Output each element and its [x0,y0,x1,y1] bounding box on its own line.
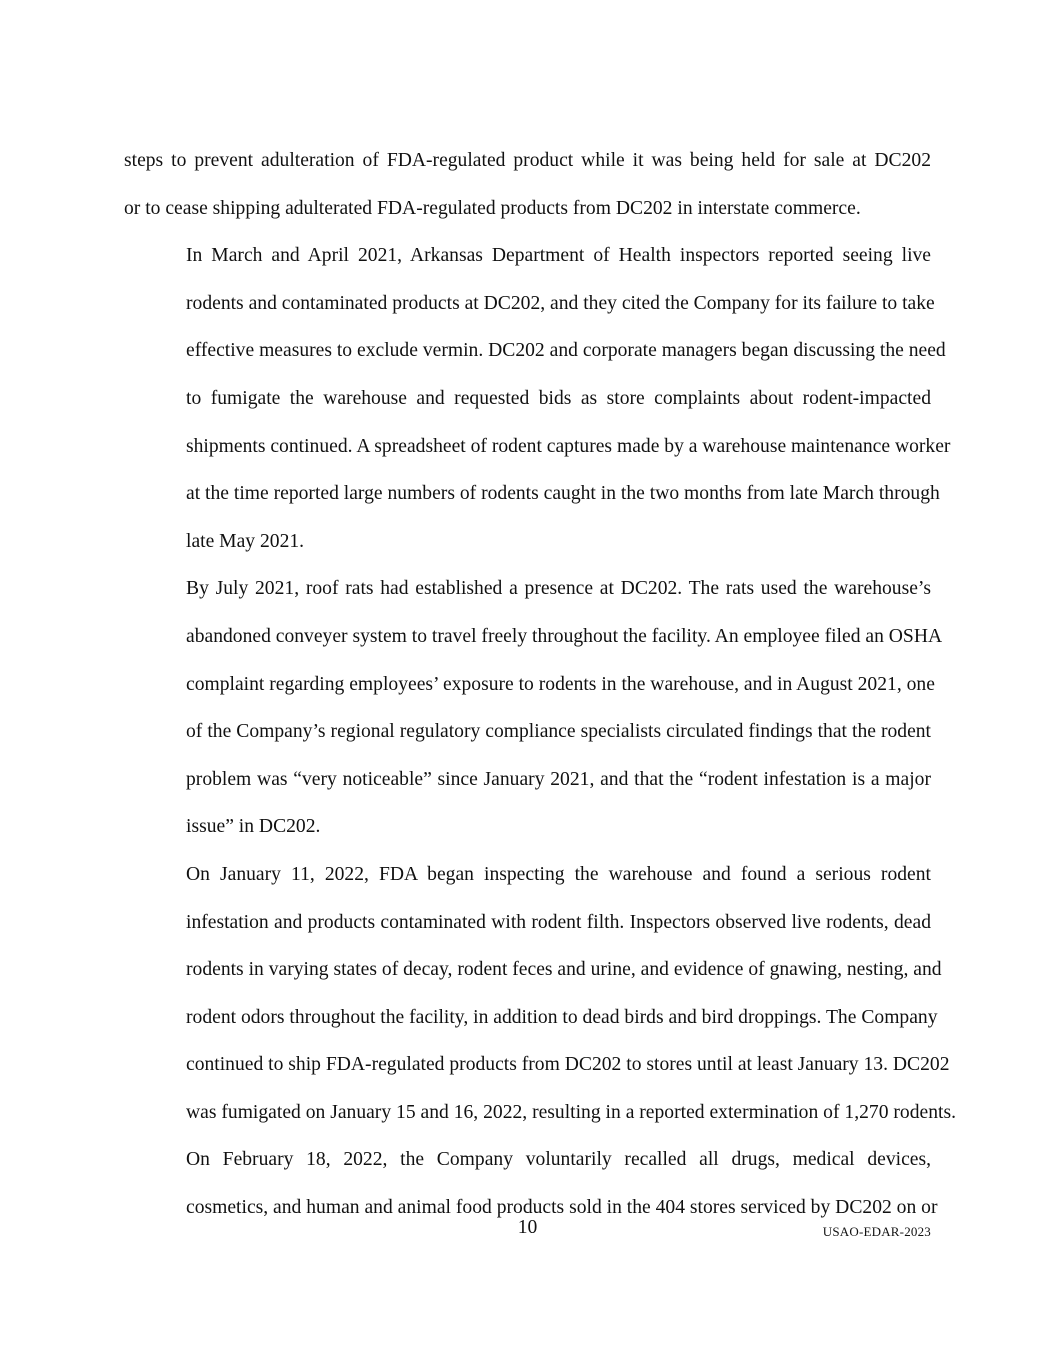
text-line: at the time reported large numbers of rodents caught in the two months from late March through [186,483,940,505]
text-line: shipments continued. A spreadsheet of rodent captures made by a warehouse maintenance worker [186,435,951,457]
paragraph [124,565,943,851]
text-line: abandoned conveyer system to travel freely throughout the facility. An employee filed an OSHA [186,625,943,647]
text-line: On February 18, 2022, the Company voluntarily recalled all drugs, medical devices, [186,1149,931,1171]
page-number: 10 [517,1217,538,1238]
text-line: steps to prevent adulteration of FDA-regulated product while it was being held for sale at DC202 [124,150,931,171]
text-line: continued to ship FDA-regulated products from DC202 to stores until at least January 13. DC202 [186,1054,950,1076]
text-line: cosmetics, and human and animal food products sold in the 404 stores serviced by DC202 on or [186,1197,938,1219]
text-line: problem was “very noticeable” since January 2021, and that the “rodent infestation is a major [186,768,931,790]
text-line: rodents and contaminated products at DC202, and they cited the Company for its failure to take [186,292,935,314]
text-line: late May 2021. [186,530,305,552]
text-line: or to cease shipping adulterated FDA-regulated products from DC202 in interstate commerce. [124,197,861,219]
text-line: infestation and products contaminated with rodent filth. Inspectors observed live rodents, dead [186,911,931,933]
text-line: effective measures to exclude vermin. DC202 and corporate managers began discussing the need [186,340,946,362]
text-line: to fumigate the warehouse and requested bids as store complaints about rodent-impacted [186,387,931,409]
paragraph [124,851,956,1137]
text-line: complaint regarding employees’ exposure to rodents in the warehouse, and in August 2021, one [186,673,935,695]
paragraph [124,137,931,232]
text-line: On January 11, 2022, FDA began inspecting the warehouse and found a serious rodent [186,863,931,885]
text-line: rodent odors throughout the facility, in addition to dead birds and bird droppings. The Company [186,1006,938,1028]
text-line: was fumigated on January 15 and 16, 2022, resulting in a reported extermination of 1,270 rodents. [186,1101,956,1123]
text-line: By July 2021, roof rats had established a presence at DC202. The rats used the warehouse’s [186,578,931,600]
text-line: of the Company’s regional regulatory compliance specialists circulated findings that the rodent [186,721,931,743]
text-line: issue” in DC202. [186,816,321,838]
body-text [124,137,956,1232]
document-id: USAO-EDAR-2023 [822,1224,931,1239]
paragraph [124,232,951,565]
text-line: In March and April 2021, Arkansas Department of Health inspectors reported seeing live [186,245,931,267]
text-line: rodents in varying states of decay, rodent feces and urine, and evidence of gnawing, nesting, and [186,959,942,981]
